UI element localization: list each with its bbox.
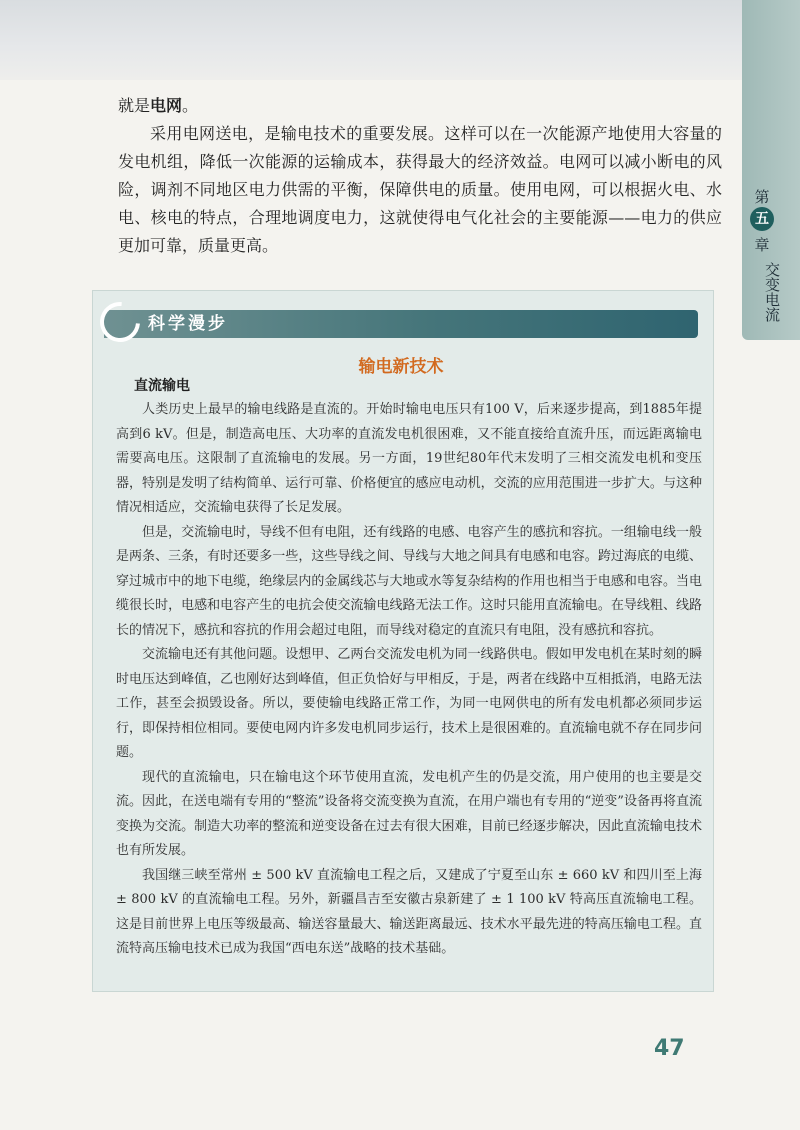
header-band bbox=[0, 0, 800, 80]
banner-label: 科学漫步 bbox=[148, 314, 228, 334]
main-paragraph: 采用电网送电，是输电技术的重要发展。这样可以在一次能源产地使用大容量的发电机组，降低一次能源的运输成本，获得最大的经济效益。电网可以减小断电的风险，调剂不同地区电力供需的平衡，保障供电的质量。使用电网，可以根据火电、水电、核电的特点，合理地调度电力，这就使得电气化社会的主要能源——电力的供应更加可靠，质量更高。 bbox=[118, 124, 722, 255]
box-title: 输电新技术 bbox=[358, 357, 444, 377]
box-paragraph-4: 现代的直流输电，只在输电这个环节使用直流，发电机产生的仍是交流，用户使用的也主要是交流。因此，在送电端有专用的“整流”设备将交流变换为直流，在用户端也有专用的“逆变”设备再将直流变换为交流。制造大功率的整流和逆变设备在过去有很大困难，目前已经逐步解决，因此直流输电技术也有所发展。 bbox=[116, 769, 702, 858]
box-paragraph-3: 交流输电还有其他问题。设想甲、乙两台交流发电机为同一线路供电。假如甲发电机在某时刻的瞬时电压达到峰值，乙也刚好达到峰值，但正负恰好与甲相反，于是，两者在线路中互相抵消，电路无法工作，甚至会损毁设备。所以，要使输电线路正常工作，为同一电网供电的所有发电机都必须同步运行，即保持相位相同。要使电网内许多发电机同步运行，技术上是很困难的。直流输电就不存在同步问题。 bbox=[116, 647, 702, 760]
science-walk-banner bbox=[104, 310, 698, 338]
chapter-number-badge: 五 bbox=[750, 207, 774, 231]
box-paragraph-1: 人类历史上最早的输电线路是直流的。开始时输电电压只有100 V，后来逐步提高，到1885年提高到6 kV。但是，制造高电压、大功率的直流发电机很困难，又不能直接给直流升压，而远距离输电需要高电压。这限制了直流输电的发展。另一方面，19世纪80年代末发明了三相交流发电机和变压器，特别是发明了结构简单、运行可靠、价格便宜的感应电动机，交流的应用范围进一步扩大。与这种情况相适应，交流输电获得了长足发展。 bbox=[116, 402, 702, 515]
intro-end: 。 bbox=[182, 96, 199, 115]
intro-lead: 就是 bbox=[118, 96, 151, 115]
intro-line bbox=[118, 92, 722, 120]
box-paragraph-2: 但是，交流输电时，导线不但有电阻，还有线路的电感、电容产生的感抗和容抗。一组输电线一般是两条、三条，有时还要多一些，这些导线之间、导线与大地之间具有电感和电容。跨过海底的电缆、穿过城市中的地下电缆，绝缘层内的金属线芯与大地或水等复杂结构的作用也相当于电感和电容。当电缆很长时，电感和电容产生的电抗会使交流输电线路无法工作。这时只能用直流输电。在导线粗、线路长的情况下，感抗和容抗的作用会超过电阻，而导线对稳定的直流只有电阻，没有感抗和容抗。 bbox=[116, 524, 702, 638]
term-grid: 电网 bbox=[150, 96, 183, 115]
section-heading: 直流输电 bbox=[134, 378, 190, 394]
chapter-suffix: 章 bbox=[754, 236, 770, 254]
chapter-title: 交变电流 bbox=[763, 262, 781, 322]
chapter-side-tab bbox=[742, 0, 800, 340]
box-paragraph-5: 我国继三峡至常州 ± 500 kV 直流输电工程之后，又建成了宁夏至山东 ± 660 kV 和四川至上海 ± 800 kV 的直流输电工程。另外，新疆昌吉至安徽古泉新建了 ± 1 100 kV 特高压直流输电工程。这是目前世界上电压等级最高、输送容量最大、输送距离最远、技术水平最先进的特高压输电工程。直流特高压输电技术已成为我国“西电东送”战略的技术基础。 bbox=[116, 867, 702, 956]
chapter-prefix: 第 bbox=[754, 188, 770, 206]
page-number: 47 bbox=[654, 1036, 685, 1061]
main-body-text bbox=[118, 92, 722, 260]
box-body-text bbox=[116, 374, 702, 962]
